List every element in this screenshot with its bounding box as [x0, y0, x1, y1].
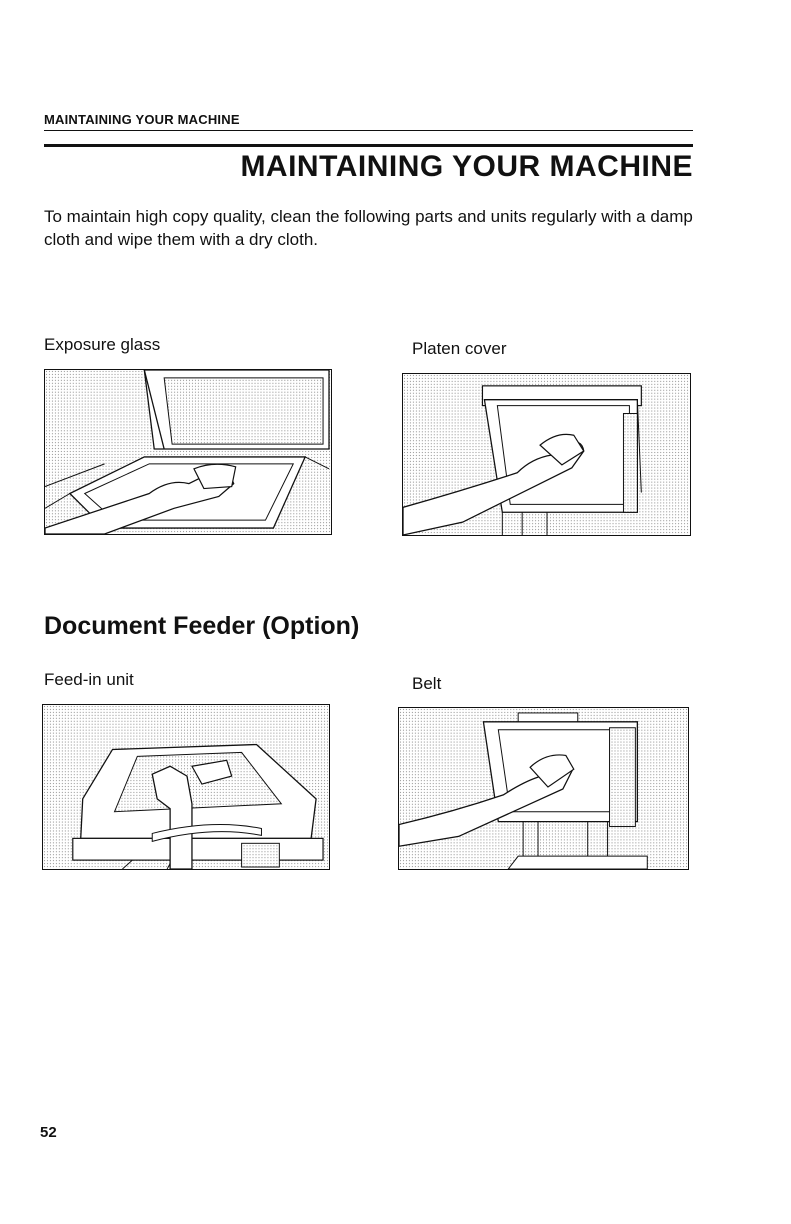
feed-in-unit-illustration: [42, 704, 330, 870]
platen-cover-illustration: [402, 373, 691, 536]
title-rule: [44, 144, 693, 147]
intro-paragraph: To maintain high copy quality, clean the following parts and units regularly with a damp cloth and wipe them with a dry cloth.: [44, 207, 693, 249]
caption-exposure-glass: Exposure glass: [44, 335, 161, 354]
belt-illustration: [398, 707, 689, 870]
caption-belt: Belt: [412, 674, 442, 693]
caption-feed-in-unit: Feed-in unit: [44, 670, 134, 689]
header-rule: [44, 130, 693, 131]
exposure-glass-illustration: [44, 369, 332, 535]
caption-platen-cover: Platen cover: [412, 339, 507, 358]
running-header: MAINTAINING YOUR MACHINE: [44, 112, 240, 127]
page-number: 52: [40, 1124, 57, 1141]
page-title: MAINTAINING YOUR MACHINE: [240, 150, 693, 183]
section-title-document-feeder: Document Feeder (Option): [44, 612, 360, 640]
